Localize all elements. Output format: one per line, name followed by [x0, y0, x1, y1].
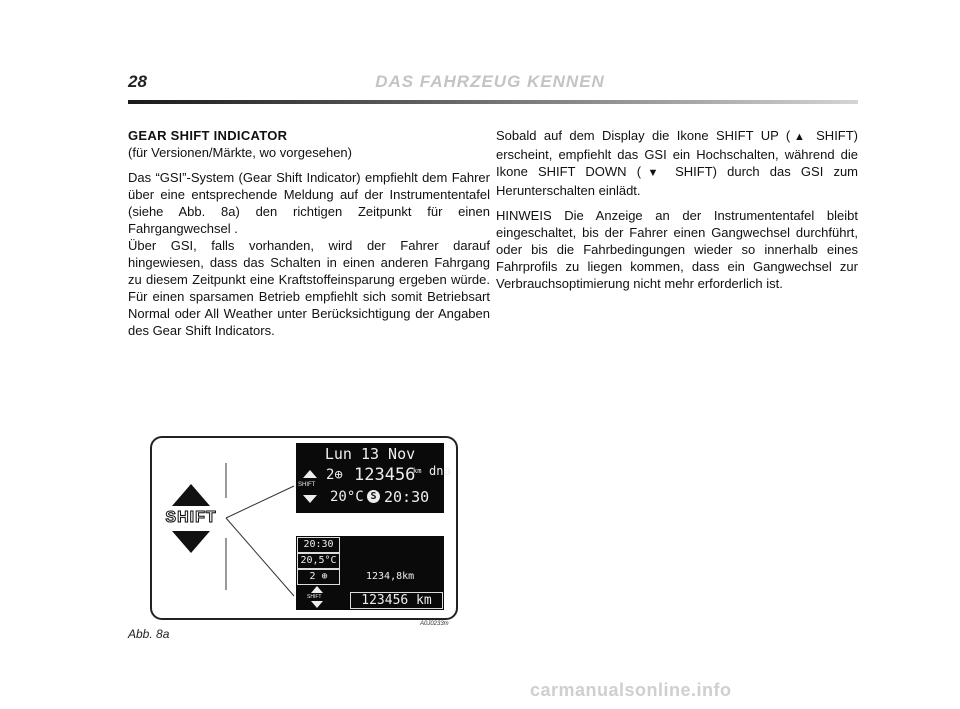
odometer: 123456 km	[350, 592, 443, 609]
shift-text: SHIFT	[307, 594, 322, 600]
display-bottom	[296, 536, 444, 610]
figure-code: A0J0233m	[420, 621, 449, 627]
watermark: carmanualsonline.info	[530, 680, 732, 700]
text-span: SHIFT) durch das GSI zum Herunterschalten einlädt.	[496, 164, 858, 198]
temperature: 20,5°C	[297, 553, 340, 569]
display-date: Lun 13 Nov	[324, 445, 416, 463]
paragraph	[496, 127, 858, 199]
dna-indicator: dna	[429, 464, 451, 478]
shift-up-icon	[311, 586, 323, 593]
shift-up-icon: ▲	[790, 131, 809, 143]
odometer-unit: km	[413, 467, 422, 475]
shift-text: SHIFT	[298, 482, 316, 488]
figure-frame	[150, 436, 458, 620]
right-column	[496, 127, 858, 300]
page-number: 28	[128, 72, 147, 91]
header-rule	[128, 100, 858, 104]
section-subtitle: (für Versionen/Märkte, wo vorgesehen)	[128, 145, 352, 160]
gear-indicator: 2⊕	[326, 467, 343, 483]
temperature: 20°C	[330, 489, 364, 505]
text-span: Sobald auf dem Display die Ikone SHIFT UP (	[496, 128, 791, 143]
clock: 20:30	[384, 488, 430, 506]
left-column	[128, 127, 490, 347]
section-title: GEAR SHIFT INDICATOR	[128, 128, 288, 143]
shift-up-icon	[303, 470, 317, 478]
shift-down-icon	[311, 601, 323, 608]
running-title: DAS FAHRZEUG KENNEN	[375, 72, 605, 91]
display-top	[296, 443, 451, 513]
shift-label: SHIFT	[165, 509, 217, 526]
text-span: SHIFT) erscheint, empfiehlt das GSI ein Hochschalten, während die Ikone SHIFT DOWN (	[496, 128, 859, 179]
s-badge-icon: S	[367, 490, 380, 503]
paragraph: Über GSI, falls vorhanden, wird der Fahrer darauf hingewiesen, dass das Schalten in einen anderen Fahrgang zu diesem Zeitpunkt eine Kraftstoffeinsparung ergeben würde. Für einen sparsamen Betrieb empfiehlt sich somit Betriebsart Normal oder All Weather unter Berücksichtigung der Angaben des Gear Shift Indicators.	[128, 238, 490, 338]
paragraph: HINWEIS Die Anzeige an der Instrumententafel bleibt eingeschaltet, bis der Fahrer einen Gangwechsel durchführt, oder bis die Fahrbedingungen wieder so innerhalb eines Fahrprofils zu liegen kommen, dass ein Gangwechsel zur Verbrauchsoptimierung nicht mehr erforderlich ist.	[496, 208, 858, 291]
paragraph: Das “GSI”-System (Gear Shift Indicator) empfiehlt dem Fahrer über eine entsprechende Meldung auf der Instrumententafel (siehe Abb. 8a) den richtigen Zeitpunkt für einen Fahrgangwechsel .	[128, 170, 490, 236]
gear-indicator: 2 ⊕	[297, 569, 340, 585]
trip-meter: 1234,8km	[366, 571, 415, 582]
shift-down-icon	[303, 495, 317, 503]
figure-caption: Abb. 8a	[128, 627, 170, 641]
odometer: 123456	[354, 465, 416, 485]
shift-down-icon: ▼	[641, 167, 665, 179]
clock: 20:30	[297, 537, 340, 553]
